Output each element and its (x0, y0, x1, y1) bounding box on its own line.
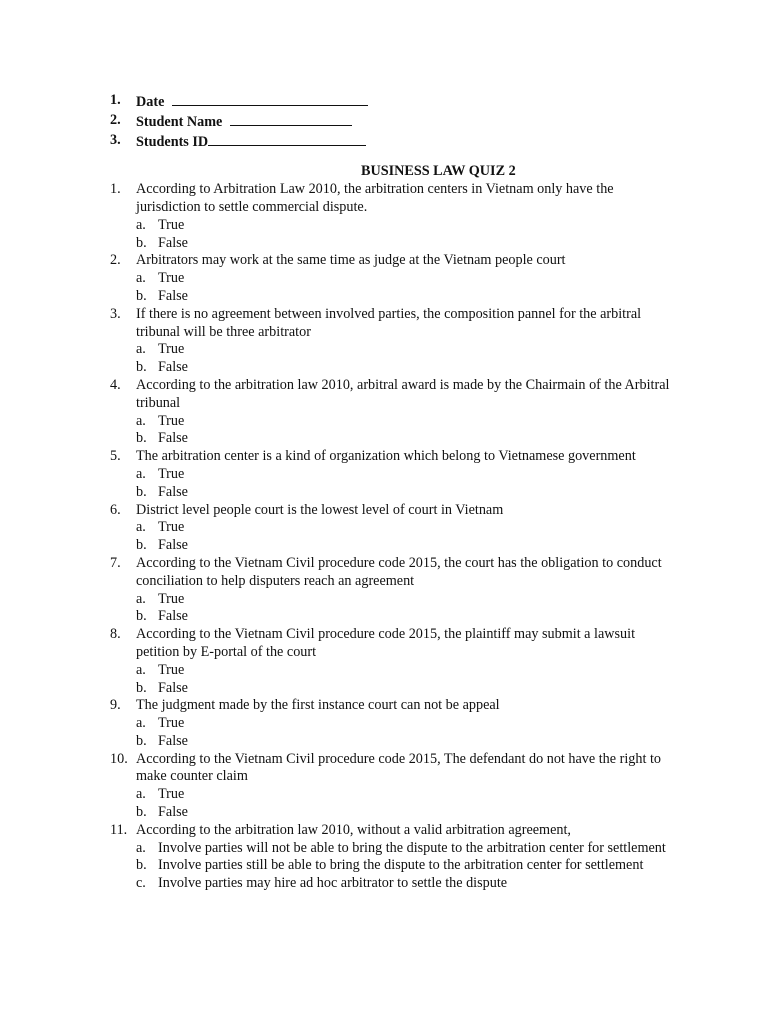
option-letter: a. (136, 590, 146, 607)
option-text: False (158, 359, 188, 376)
answer-option (136, 217, 678, 235)
question-text: According to the Vietnam Civil procedure code 2015, the plaintiff may submit a lawsuit petition by E-portal of the court (136, 626, 636, 660)
date-field (0, 92, 768, 112)
option-text: True (158, 786, 185, 803)
quiz-title: BUSINESS LAW QUIZ 2 (361, 163, 516, 180)
question-item (0, 448, 768, 501)
option-list (136, 341, 678, 377)
option-letter: b. (136, 287, 147, 304)
answer-option (136, 804, 678, 822)
question-number: 9. (110, 697, 121, 714)
question-text: According to the arbitration law 2010, arbitral award is made by the Chairmain of the Arbitral tribunal (136, 376, 670, 411)
question-text: According to the Vietnam Civil procedure code 2015, the court has the obligation to conduct conciliation to help disputers reach an agreement (136, 554, 662, 589)
option-letter: b. (136, 679, 147, 696)
option-text: True (158, 519, 185, 536)
option-text: False (158, 804, 188, 821)
option-letter: a. (136, 216, 146, 233)
option-list (136, 413, 678, 449)
answer-option (136, 662, 678, 680)
question-item (0, 751, 768, 822)
answer-option (136, 733, 678, 751)
question-text: The judgment made by the first instance court can not be appeal (136, 697, 500, 714)
question-text: According to the arbitration law 2010, without a valid arbitration agreement, (136, 821, 571, 838)
option-list (136, 217, 678, 253)
field-number: 2. (110, 111, 121, 128)
answer-option (136, 430, 678, 448)
option-letter: a. (136, 412, 146, 429)
question-number: 7. (110, 554, 121, 571)
option-letter: b. (136, 732, 147, 749)
student-name-blank (230, 112, 352, 126)
answer-option (136, 840, 678, 858)
question-number: 11. (110, 821, 128, 838)
option-letter: a. (136, 341, 146, 358)
option-letter: a. (136, 715, 146, 732)
answer-option (136, 786, 678, 804)
option-text: True (158, 216, 185, 233)
question-number: 5. (110, 448, 121, 465)
field-number: 3. (110, 131, 121, 148)
option-letter: a. (136, 519, 146, 536)
option-letter: a. (136, 786, 146, 803)
answer-option (136, 537, 678, 555)
student-id-field (0, 132, 768, 152)
option-list (136, 786, 678, 822)
option-text: False (158, 430, 188, 447)
answer-option (136, 875, 678, 893)
option-text: False (158, 732, 188, 749)
answer-option (136, 680, 678, 698)
option-text: Involve parties will not be able to bring the dispute to the arbitration center for settlement (158, 839, 666, 856)
option-letter: b. (136, 234, 147, 251)
question-number: 1. (110, 181, 121, 198)
option-text: False (158, 234, 188, 251)
answer-option (136, 235, 678, 253)
option-list (136, 715, 678, 751)
answer-option (136, 591, 678, 609)
date-blank (172, 92, 368, 106)
question-item (0, 697, 768, 750)
question-text: District level people court is the lowest level of court in Vietnam (136, 501, 504, 518)
answer-option (136, 341, 678, 359)
option-letter: a. (136, 661, 146, 678)
question-item (0, 626, 768, 697)
answer-option (136, 519, 678, 537)
option-letter: b. (136, 483, 147, 500)
field-label: Date (136, 94, 165, 110)
answer-option (136, 715, 678, 733)
answer-option (136, 288, 678, 306)
question-item (0, 502, 768, 555)
option-list (136, 270, 678, 306)
field-number: 1. (110, 92, 121, 108)
answer-option (136, 857, 678, 875)
answer-option (136, 608, 678, 626)
option-list (136, 519, 678, 555)
answer-option (136, 466, 678, 484)
question-item (0, 377, 768, 448)
question-text: If there is no agreement between involved parties, the composition pannel for the arbitral tribunal will be three arbitrator (136, 305, 642, 340)
question-text: According to Arbitration Law 2010, the arbitration centers in Vietnam only have the jurisdiction to settle commercial dispute. (136, 181, 614, 215)
question-item (0, 306, 768, 377)
option-text: Involve parties may hire ad hoc arbitrator to settle the dispute (158, 875, 508, 892)
student-id-blank (208, 132, 366, 146)
question-item (0, 822, 768, 893)
question-item (0, 555, 768, 626)
question-item (0, 252, 768, 305)
option-text: True (158, 465, 185, 482)
question-text: According to the Vietnam Civil procedure code 2015, The defendant do not have the right to make counter claim (136, 750, 661, 785)
answer-option (136, 413, 678, 431)
option-text: False (158, 679, 188, 696)
student-name-field (0, 112, 768, 132)
answer-option (136, 359, 678, 377)
option-letter: b. (136, 608, 147, 625)
field-label: Student Name (136, 113, 223, 130)
option-text: True (158, 661, 185, 678)
option-text: True (158, 412, 185, 429)
option-text: True (158, 715, 185, 732)
option-letter: b. (136, 857, 147, 874)
option-letter: b. (136, 537, 147, 554)
option-letter: a. (136, 270, 146, 287)
answer-option (136, 484, 678, 502)
question-number: 10. (110, 750, 128, 767)
option-list (136, 662, 678, 698)
question-number: 3. (110, 305, 121, 322)
option-list (136, 840, 678, 893)
option-text: True (158, 590, 185, 607)
option-text: True (158, 341, 185, 358)
question-text: Arbitrators may work at the same time as judge at the Vietnam people court (136, 252, 566, 269)
option-text: False (158, 287, 188, 304)
option-list (136, 466, 678, 502)
question-item (0, 181, 768, 252)
quiz-page (0, 92, 768, 893)
option-letter: b. (136, 804, 147, 821)
field-label: Students ID (136, 133, 209, 150)
option-text: False (158, 483, 188, 500)
option-text: False (158, 537, 188, 554)
answer-option (136, 270, 678, 288)
question-number: 4. (110, 376, 121, 393)
option-list (136, 591, 678, 627)
question-number: 8. (110, 626, 121, 643)
question-list (0, 181, 768, 893)
student-info-fields (0, 92, 768, 151)
option-letter: a. (136, 839, 146, 856)
option-letter: a. (136, 465, 146, 482)
option-text: Involve parties still be able to bring the dispute to the arbitration center for settlement (158, 857, 644, 874)
question-text: The arbitration center is a kind of organization which belong to Vietnamese government (136, 448, 636, 465)
option-text: True (158, 270, 185, 287)
question-number: 6. (110, 501, 121, 518)
option-letter: c. (136, 875, 146, 892)
option-letter: b. (136, 430, 147, 447)
question-number: 2. (110, 252, 121, 269)
option-text: False (158, 608, 188, 625)
option-letter: b. (136, 359, 147, 376)
